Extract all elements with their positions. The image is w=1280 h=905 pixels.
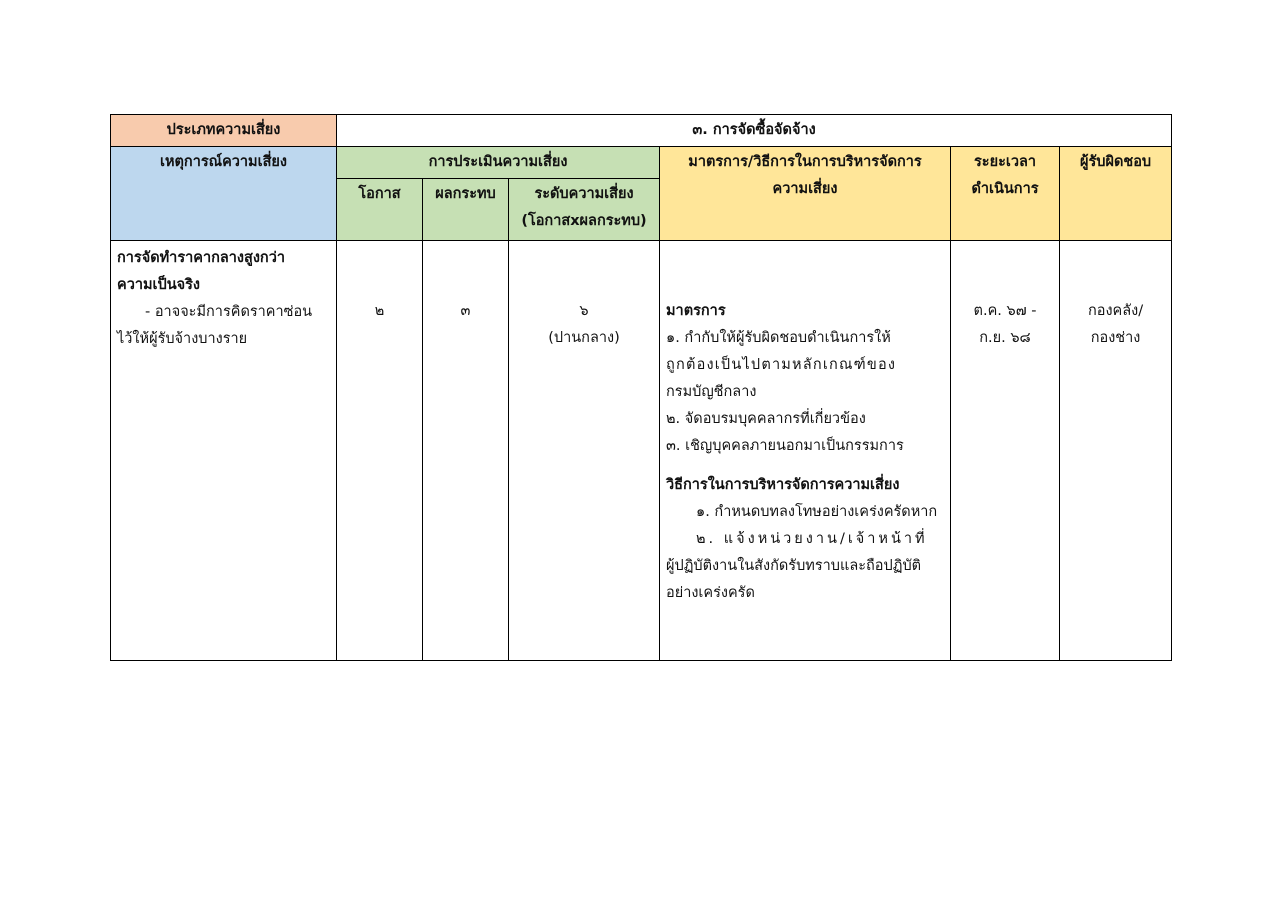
level-text: (ปานกลาง) — [548, 330, 620, 346]
risk-table-sheet — [110, 114, 1171, 661]
measures-header-line1: มาตรการ/วิธีการในการบริหารจัดการ — [688, 154, 922, 170]
impact-header: ผลกระทบ — [423, 179, 509, 241]
measure-item: ๓. เชิญบุคคลภายนอกมาเป็นกรรมการ — [666, 438, 904, 454]
event-title-line1: การจัดทำราคากลางสูงกว่า — [117, 250, 285, 266]
method-item: อย่างเคร่งครัด — [666, 585, 755, 601]
period-header-line1: ระยะเวลา — [974, 154, 1036, 170]
measures-header — [660, 147, 951, 241]
method-item: ๑. กำหนดบทลงโทษอย่างเคร่งครัดหาก — [696, 504, 938, 520]
assessment-header: การประเมินความเสี่ยง — [337, 147, 660, 179]
risk-assessment-table — [110, 114, 1172, 661]
measure-item: กรมบัญชีกลาง — [666, 384, 757, 400]
risk-type-label: ประเภทความเสี่ยง — [111, 115, 337, 147]
event-title-line2: ความเป็นจริง — [117, 277, 200, 293]
level-header-line2: (โอกาสxผลกระทบ) — [521, 213, 647, 229]
header-row-main — [111, 147, 1172, 179]
likelihood-value: ๒ — [337, 241, 423, 661]
header-row-type — [111, 115, 1172, 147]
method-item: ๒. แจ้งหน่วยงาน/เจ้าหน้าที่ — [696, 531, 928, 547]
event-header: เหตุการณ์ความเสี่ยง — [111, 147, 337, 241]
period-cell — [951, 241, 1060, 661]
measure-item: ๑. กำกับให้ผู้รับผิดชอบดำเนินการให้ — [666, 330, 891, 346]
measure-item: ถูกต้องเป็นไปตามหลักเกณฑ์ของ — [666, 357, 897, 373]
measures-cell — [660, 241, 951, 661]
level-header — [509, 179, 660, 241]
responsible-header: ผู้รับผิดชอบ — [1060, 147, 1172, 241]
responsible-cell — [1060, 241, 1172, 661]
measures-header-line2: ความเสี่ยง — [772, 181, 838, 197]
level-cell — [509, 241, 660, 661]
risk-row — [111, 241, 1172, 661]
section-gap — [666, 460, 944, 472]
event-cell — [111, 241, 337, 661]
period-line1: ต.ค. ๖๗ - — [973, 303, 1037, 319]
level-value: ๖ — [579, 303, 589, 319]
level-header-line1: ระดับความเสี่ยง — [534, 186, 634, 202]
period-line2: ก.ย. ๖๘ — [979, 330, 1031, 346]
responsible-line1: กองคลัง/ — [1087, 303, 1144, 319]
measures-heading: มาตรการ — [666, 303, 726, 319]
method-item: ผู้ปฏิบัติงานในสังกัดรับทราบและถือปฏิบัติ — [666, 558, 922, 574]
methods-heading: วิธีการในการบริหารจัดการความเสี่ยง — [666, 477, 900, 493]
event-desc-line1: - อาจจะมีการคิดราคาซ่อน — [145, 304, 313, 320]
responsible-line2: กองช่าง — [1090, 330, 1141, 346]
period-header-line2: ดำเนินการ — [971, 181, 1039, 197]
measure-item: ๒. จัดอบรมบุคคลากรที่เกี่ยวข้อง — [666, 411, 866, 427]
risk-category: ๓. การจัดซื้อจัดจ้าง — [337, 115, 1172, 147]
period-header — [951, 147, 1060, 241]
impact-value: ๓ — [423, 241, 509, 661]
event-desc-line2: ไว้ให้ผู้รับจ้างบางราย — [117, 331, 248, 347]
likelihood-header: โอกาส — [337, 179, 423, 241]
